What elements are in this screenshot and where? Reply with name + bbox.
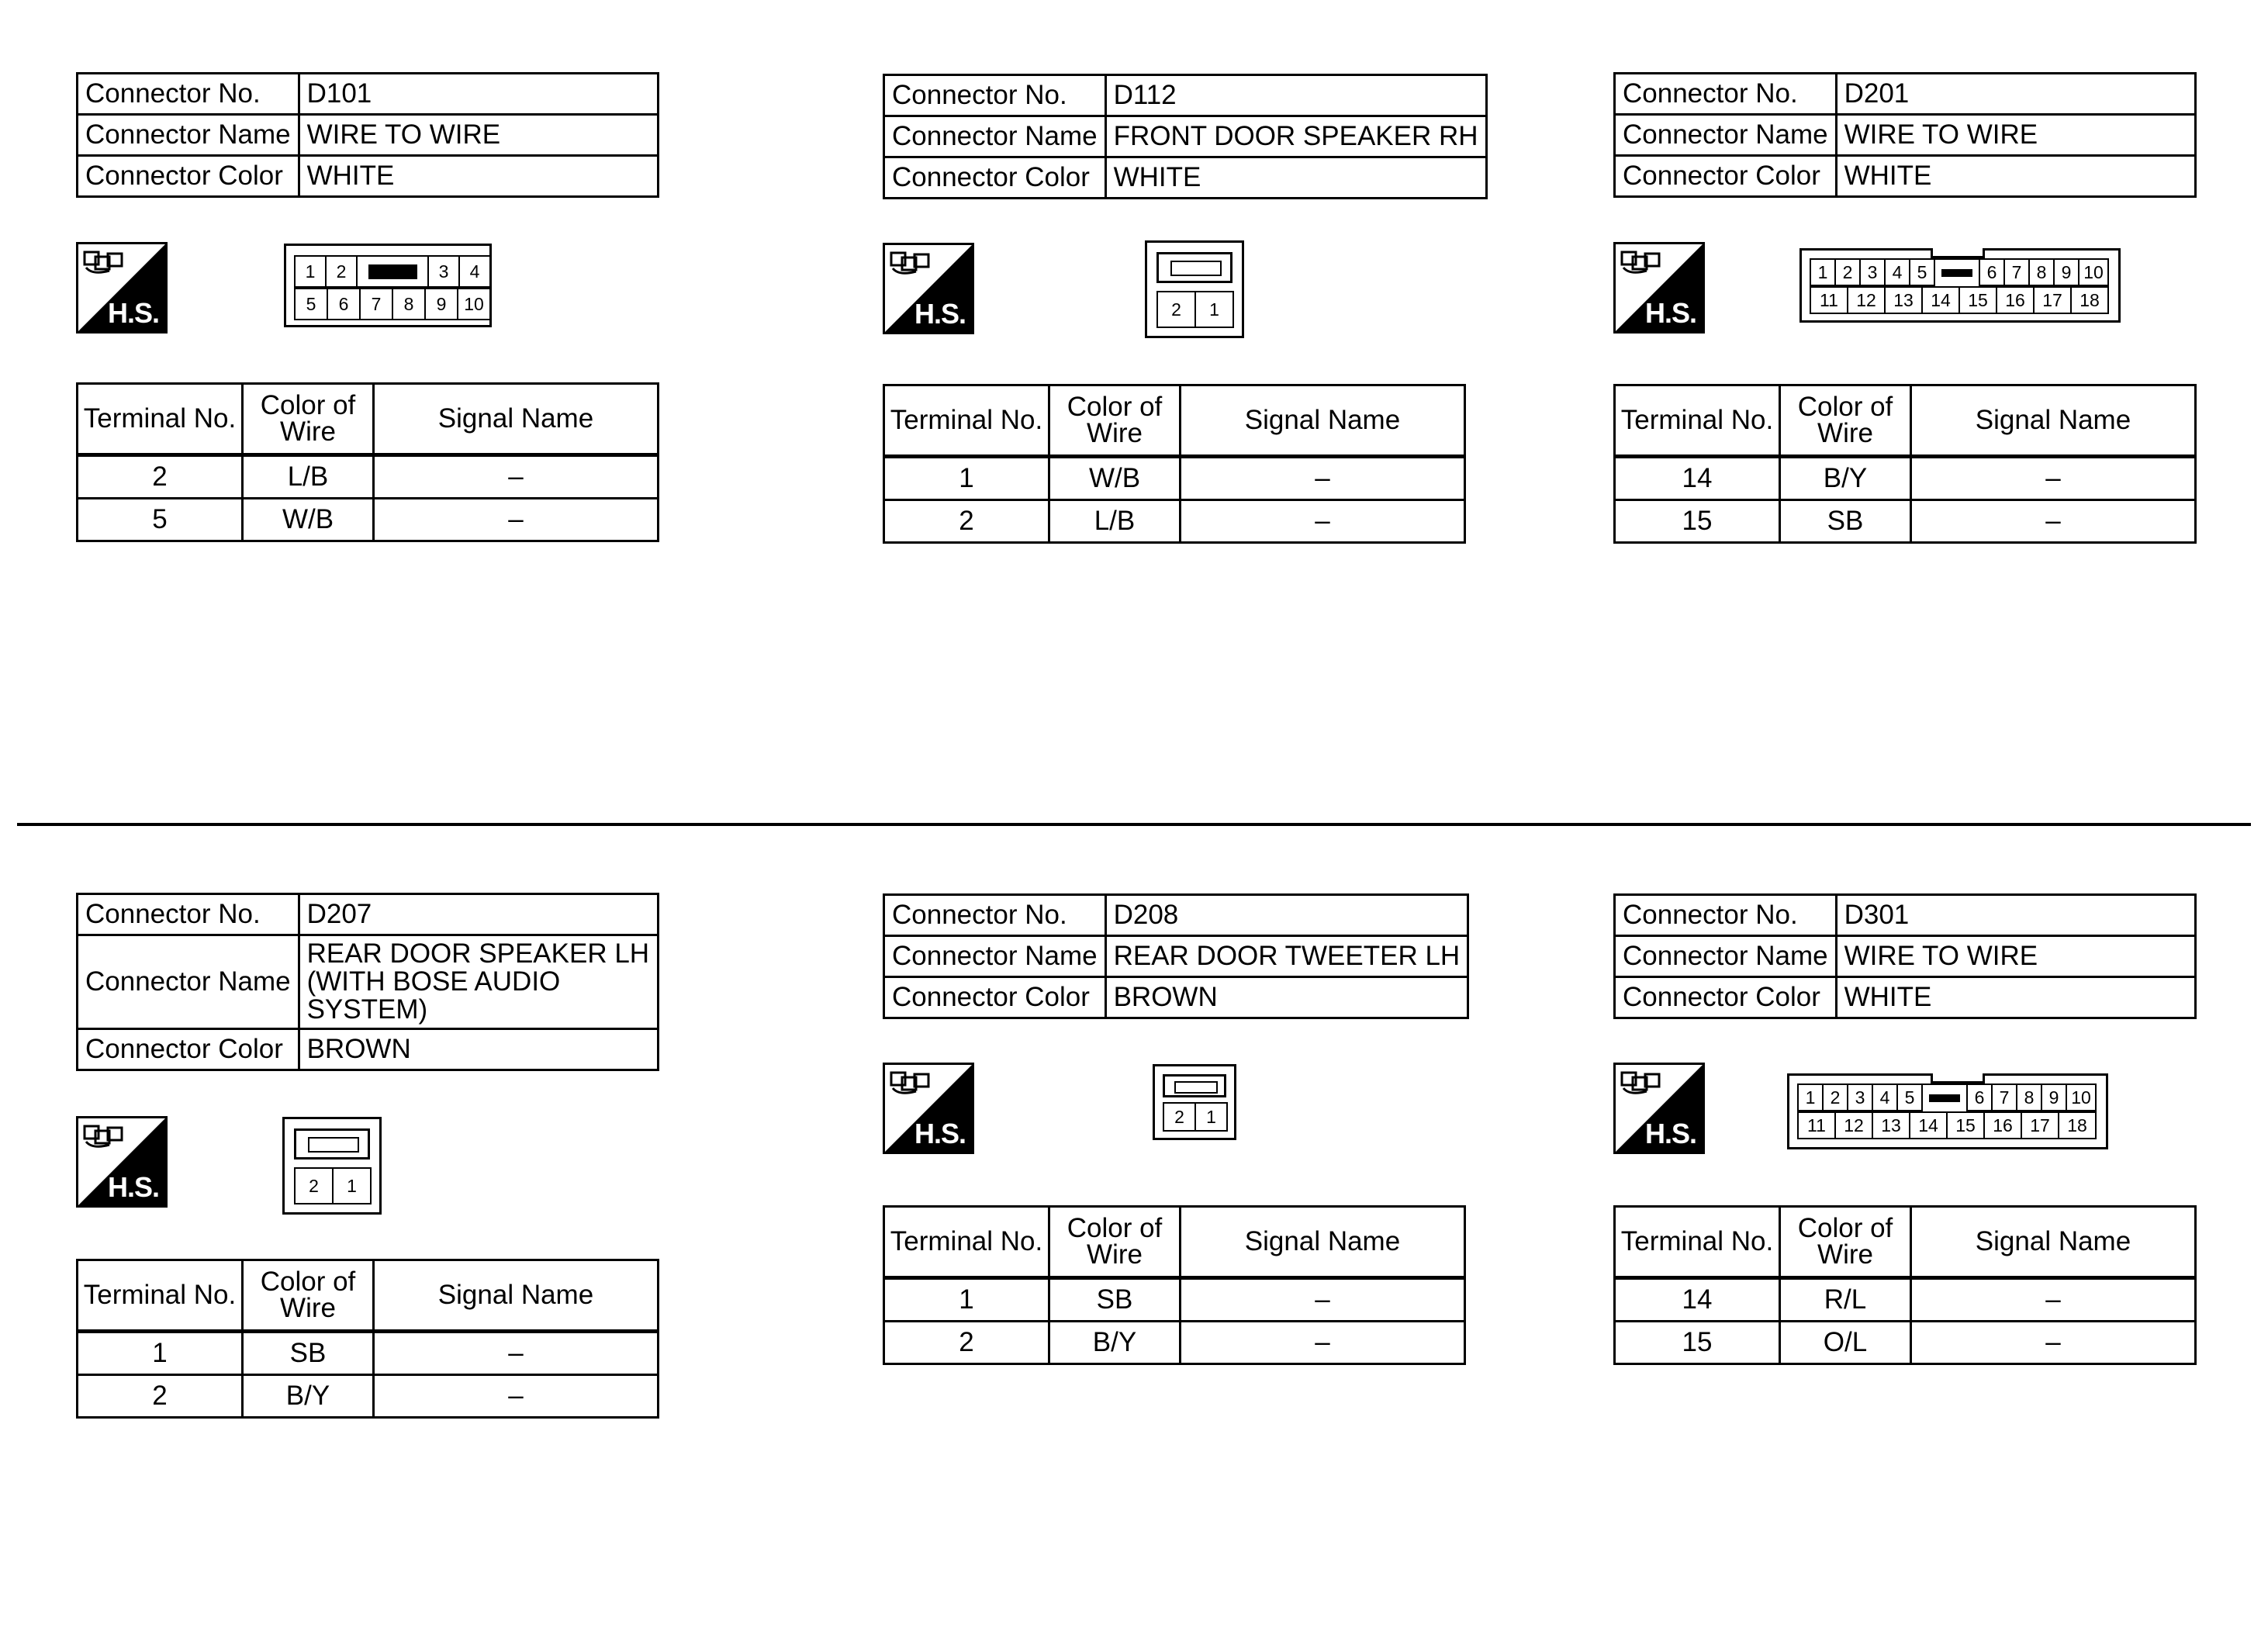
wire-color-header: Color of Wire bbox=[1049, 1207, 1181, 1278]
connector-no-label: Connector No. bbox=[78, 74, 299, 115]
wire-color-cell: B/Y bbox=[1049, 1322, 1181, 1364]
pin-8: 8 bbox=[2017, 1085, 2042, 1111]
connector-no-value: D101 bbox=[299, 74, 658, 115]
connector-panel-d208 bbox=[883, 893, 1472, 1374]
pin-2: 2 bbox=[327, 257, 358, 288]
harness-side-icon bbox=[1613, 1063, 1705, 1154]
section-divider bbox=[17, 823, 2251, 826]
signal-cell: – bbox=[1181, 1322, 1465, 1364]
connector-no-label: Connector No. bbox=[884, 75, 1106, 116]
signal-name-header: Signal Name bbox=[1181, 385, 1465, 457]
hs-badge-text: H.S. bbox=[914, 298, 966, 330]
terminal-no-header: Terminal No. bbox=[884, 1207, 1049, 1278]
terminal-cell: 1 bbox=[884, 457, 1049, 500]
pin-8: 8 bbox=[2030, 260, 2055, 286]
connector-panel-d101 bbox=[76, 72, 666, 553]
connector-no-value: D112 bbox=[1105, 75, 1486, 116]
signal-cell: – bbox=[374, 1332, 659, 1375]
pin-5: 5 bbox=[296, 289, 328, 320]
signal-name-header: Signal Name bbox=[374, 1260, 659, 1332]
connector-color-value: WHITE bbox=[1105, 157, 1486, 199]
table-row bbox=[884, 457, 1465, 500]
hs-badge-text: H.S. bbox=[107, 297, 159, 329]
pin-12: 12 bbox=[1836, 1113, 1873, 1139]
connector-face-diagram bbox=[1153, 1064, 1236, 1140]
signal-cell: – bbox=[374, 455, 659, 499]
key-slot bbox=[1935, 260, 1980, 286]
connector-info-table bbox=[883, 893, 1469, 1019]
connector-color-label: Connector Color bbox=[1615, 156, 1837, 197]
terminal-cell: 2 bbox=[884, 500, 1049, 543]
terminal-cell: 15 bbox=[1615, 500, 1780, 543]
wire-color-cell: W/B bbox=[243, 499, 374, 541]
pin-15: 15 bbox=[1948, 1113, 1985, 1139]
pin-row-top bbox=[1810, 258, 2109, 286]
connector-info-table bbox=[1613, 893, 2197, 1019]
pin-17: 17 bbox=[2035, 288, 2072, 314]
connector-color-label: Connector Color bbox=[1615, 977, 1837, 1018]
pin-8: 8 bbox=[393, 289, 426, 320]
connector-name-label: Connector Name bbox=[1615, 936, 1837, 977]
pin-11: 11 bbox=[1799, 1113, 1836, 1139]
pin-9: 9 bbox=[426, 289, 458, 320]
pin-2: 2 bbox=[296, 1169, 334, 1204]
pin-6: 6 bbox=[1980, 260, 2005, 286]
connector-name-value: WIRE TO WIRE bbox=[1836, 115, 2195, 156]
terminal-cell: 1 bbox=[78, 1332, 243, 1375]
terminal-cell: 14 bbox=[1615, 457, 1780, 500]
pin-17: 17 bbox=[2022, 1113, 2059, 1139]
pin-9: 9 bbox=[2042, 1085, 2067, 1111]
wire-color-cell: O/L bbox=[1780, 1322, 1911, 1364]
pin-12: 12 bbox=[1848, 288, 1886, 314]
connector-name-label: Connector Name bbox=[78, 935, 299, 1029]
wire-color-cell: L/B bbox=[1049, 500, 1181, 543]
table-row bbox=[78, 1332, 659, 1375]
connector-color-value: WHITE bbox=[1836, 156, 2195, 197]
connector-name-label: Connector Name bbox=[884, 116, 1106, 157]
connector-face-diagram bbox=[282, 1117, 382, 1215]
wire-color-cell: R/L bbox=[1780, 1278, 1911, 1322]
signal-cell: – bbox=[1911, 1278, 2196, 1322]
table-row bbox=[1615, 500, 2196, 543]
wire-color-header: Color of Wire bbox=[1780, 385, 1911, 457]
connector-no-label: Connector No. bbox=[78, 894, 299, 935]
pin-5: 5 bbox=[1910, 260, 1935, 286]
connector-no-value: D201 bbox=[1836, 74, 2195, 115]
pin-16: 16 bbox=[1985, 1113, 2022, 1139]
pin-1: 1 bbox=[1196, 1104, 1228, 1132]
pin-13: 13 bbox=[1886, 288, 1923, 314]
pin-16: 16 bbox=[1997, 288, 2035, 314]
wire-color-cell: SB bbox=[243, 1332, 374, 1375]
terminal-cell: 2 bbox=[884, 1322, 1049, 1364]
table-row bbox=[78, 455, 659, 499]
table-row bbox=[1615, 1278, 2196, 1322]
connector-face-diagram bbox=[284, 244, 492, 327]
connector-panel-d207 bbox=[76, 893, 666, 1436]
terminal-no-header: Terminal No. bbox=[78, 1260, 243, 1332]
signal-cell: – bbox=[374, 499, 659, 541]
terminal-cell: 1 bbox=[884, 1278, 1049, 1322]
connector-panel-d112 bbox=[883, 74, 1478, 555]
signal-cell: – bbox=[1181, 457, 1465, 500]
pin-1: 1 bbox=[1196, 292, 1234, 328]
connector-color-label: Connector Color bbox=[884, 977, 1106, 1018]
hs-badge-text: H.S. bbox=[1644, 1118, 1696, 1149]
connector-panel-d201 bbox=[1613, 72, 2203, 553]
connector-name-value: WIRE TO WIRE bbox=[1836, 936, 2195, 977]
terminal-cell: 2 bbox=[78, 1375, 243, 1418]
connector-color-value: WHITE bbox=[299, 156, 658, 197]
terminal-cell: 14 bbox=[1615, 1278, 1780, 1322]
hs-badge-text: H.S. bbox=[107, 1171, 159, 1203]
signal-cell: – bbox=[1181, 1278, 1465, 1322]
pin-18: 18 bbox=[2072, 288, 2109, 314]
harness-side-icon bbox=[1613, 242, 1705, 334]
pin-2: 2 bbox=[1164, 1104, 1196, 1132]
connector-color-value: BROWN bbox=[299, 1029, 658, 1070]
wire-color-header: Color of Wire bbox=[243, 1260, 374, 1332]
pin-row bbox=[1156, 291, 1234, 328]
pin-7: 7 bbox=[1993, 1085, 2017, 1111]
connector-name-value: WIRE TO WIRE bbox=[299, 115, 658, 156]
connector-name-value: REAR DOOR TWEETER LH bbox=[1105, 936, 1468, 977]
signal-cell: – bbox=[374, 1375, 659, 1418]
pin-2: 2 bbox=[1824, 1085, 1848, 1111]
signal-cell: – bbox=[1911, 1322, 2196, 1364]
connector-latch bbox=[1163, 1074, 1226, 1097]
connector-info-table bbox=[76, 72, 659, 198]
signal-name-header: Signal Name bbox=[374, 384, 659, 455]
wire-color-cell: SB bbox=[1780, 500, 1911, 543]
pin-3: 3 bbox=[1861, 260, 1886, 286]
connector-name-value: REAR DOOR SPEAKER LH (WITH BOSE AUDIO SYSTEM) bbox=[299, 935, 658, 1029]
wire-color-cell: B/Y bbox=[243, 1375, 374, 1418]
connector-face-diagram bbox=[1799, 248, 2121, 323]
connector-latch bbox=[294, 1128, 370, 1160]
wire-color-cell: B/Y bbox=[1780, 457, 1911, 500]
terminal-table bbox=[883, 384, 1466, 544]
wire-color-header: Color of Wire bbox=[243, 384, 374, 455]
terminal-cell: 5 bbox=[78, 499, 243, 541]
pin-4: 4 bbox=[1873, 1085, 1898, 1111]
pin-3: 3 bbox=[429, 257, 460, 288]
pin-4: 4 bbox=[460, 257, 491, 288]
table-row bbox=[884, 500, 1465, 543]
signal-cell: – bbox=[1911, 500, 2196, 543]
pin-6: 6 bbox=[1968, 1085, 1993, 1111]
pin-18: 18 bbox=[2059, 1113, 2097, 1139]
connector-info-table bbox=[76, 893, 659, 1071]
key-slot bbox=[1923, 1085, 1968, 1111]
connector-name-label: Connector Name bbox=[78, 115, 299, 156]
connector-color-label: Connector Color bbox=[884, 157, 1106, 199]
pin-7: 7 bbox=[361, 289, 393, 320]
wire-color-cell: L/B bbox=[243, 455, 374, 499]
connector-name-label: Connector Name bbox=[1615, 115, 1837, 156]
pin-1: 1 bbox=[296, 257, 327, 288]
pin-2: 2 bbox=[1836, 260, 1861, 286]
connector-no-label: Connector No. bbox=[1615, 895, 1837, 936]
key-slot bbox=[358, 257, 429, 288]
signal-name-header: Signal Name bbox=[1911, 1207, 2196, 1278]
terminal-table bbox=[1613, 1205, 2197, 1365]
terminal-no-header: Terminal No. bbox=[884, 385, 1049, 457]
signal-name-header: Signal Name bbox=[1181, 1207, 1465, 1278]
connector-no-label: Connector No. bbox=[1615, 74, 1837, 115]
connector-panel-d301 bbox=[1613, 893, 2203, 1374]
connector-no-value: D207 bbox=[299, 894, 658, 935]
table-row bbox=[884, 1322, 1465, 1364]
pin-row-bottom bbox=[1797, 1111, 2097, 1139]
pin-10: 10 bbox=[2067, 1085, 2097, 1111]
table-row bbox=[884, 1278, 1465, 1322]
pin-10: 10 bbox=[2079, 260, 2109, 286]
connector-info-table bbox=[883, 74, 1488, 199]
connector-color-value: BROWN bbox=[1105, 977, 1468, 1018]
connector-color-label: Connector Color bbox=[78, 156, 299, 197]
pin-row bbox=[1163, 1102, 1228, 1132]
terminal-cell: 2 bbox=[78, 455, 243, 499]
connector-color-label: Connector Color bbox=[78, 1029, 299, 1070]
terminal-no-header: Terminal No. bbox=[78, 384, 243, 455]
wire-color-header: Color of Wire bbox=[1780, 1207, 1911, 1278]
pin-9: 9 bbox=[2055, 260, 2079, 286]
pin-1: 1 bbox=[334, 1169, 372, 1204]
pin-1: 1 bbox=[1799, 1085, 1824, 1111]
pin-13: 13 bbox=[1873, 1113, 1910, 1139]
connector-no-label: Connector No. bbox=[884, 895, 1106, 936]
connector-color-value: WHITE bbox=[1836, 977, 2195, 1018]
connector-name-value: FRONT DOOR SPEAKER RH bbox=[1105, 116, 1486, 157]
terminal-table bbox=[883, 1205, 1466, 1365]
harness-side-icon bbox=[76, 242, 168, 334]
signal-cell: – bbox=[1181, 500, 1465, 543]
wire-color-cell: W/B bbox=[1049, 457, 1181, 500]
pin-14: 14 bbox=[1910, 1113, 1948, 1139]
pin-4: 4 bbox=[1886, 260, 1910, 286]
terminal-table bbox=[76, 382, 659, 542]
table-row bbox=[78, 1375, 659, 1418]
pin-row-top bbox=[294, 255, 491, 288]
pin-row-bottom bbox=[1810, 286, 2109, 314]
pin-5: 5 bbox=[1898, 1085, 1923, 1111]
harness-side-icon bbox=[76, 1116, 168, 1208]
pin-7: 7 bbox=[2005, 260, 2030, 286]
pin-2: 2 bbox=[1158, 292, 1196, 328]
connector-no-value: D301 bbox=[1836, 895, 2195, 936]
pin-6: 6 bbox=[328, 289, 361, 320]
signal-cell: – bbox=[1911, 457, 2196, 500]
connector-notch bbox=[1931, 248, 1985, 258]
pin-row bbox=[294, 1167, 372, 1204]
pin-3: 3 bbox=[1848, 1085, 1873, 1111]
hs-badge-text: H.S. bbox=[1644, 297, 1696, 329]
table-row bbox=[1615, 457, 2196, 500]
connector-notch bbox=[1931, 1073, 1985, 1083]
connector-face-diagram bbox=[1787, 1073, 2108, 1149]
terminal-table bbox=[1613, 384, 2197, 544]
harness-side-icon bbox=[883, 243, 974, 334]
pin-row-bottom bbox=[294, 288, 491, 320]
terminal-no-header: Terminal No. bbox=[1615, 385, 1780, 457]
connector-info-table bbox=[1613, 72, 2197, 198]
pin-10: 10 bbox=[458, 289, 491, 320]
table-row bbox=[1615, 1322, 2196, 1364]
pin-row-top bbox=[1797, 1083, 2097, 1111]
connector-latch bbox=[1156, 252, 1232, 283]
wire-color-header: Color of Wire bbox=[1049, 385, 1181, 457]
wire-color-cell: SB bbox=[1049, 1278, 1181, 1322]
signal-name-header: Signal Name bbox=[1911, 385, 2196, 457]
pin-14: 14 bbox=[1923, 288, 1960, 314]
connector-name-label: Connector Name bbox=[884, 936, 1106, 977]
hs-badge-text: H.S. bbox=[914, 1118, 966, 1149]
pin-15: 15 bbox=[1960, 288, 1997, 314]
table-row bbox=[78, 499, 659, 541]
connector-no-value: D208 bbox=[1105, 895, 1468, 936]
connector-face-diagram bbox=[1145, 240, 1244, 338]
terminal-no-header: Terminal No. bbox=[1615, 1207, 1780, 1278]
pin-11: 11 bbox=[1811, 288, 1848, 314]
terminal-cell: 15 bbox=[1615, 1322, 1780, 1364]
harness-side-icon bbox=[883, 1063, 974, 1154]
pin-1: 1 bbox=[1811, 260, 1836, 286]
terminal-table bbox=[76, 1259, 659, 1419]
